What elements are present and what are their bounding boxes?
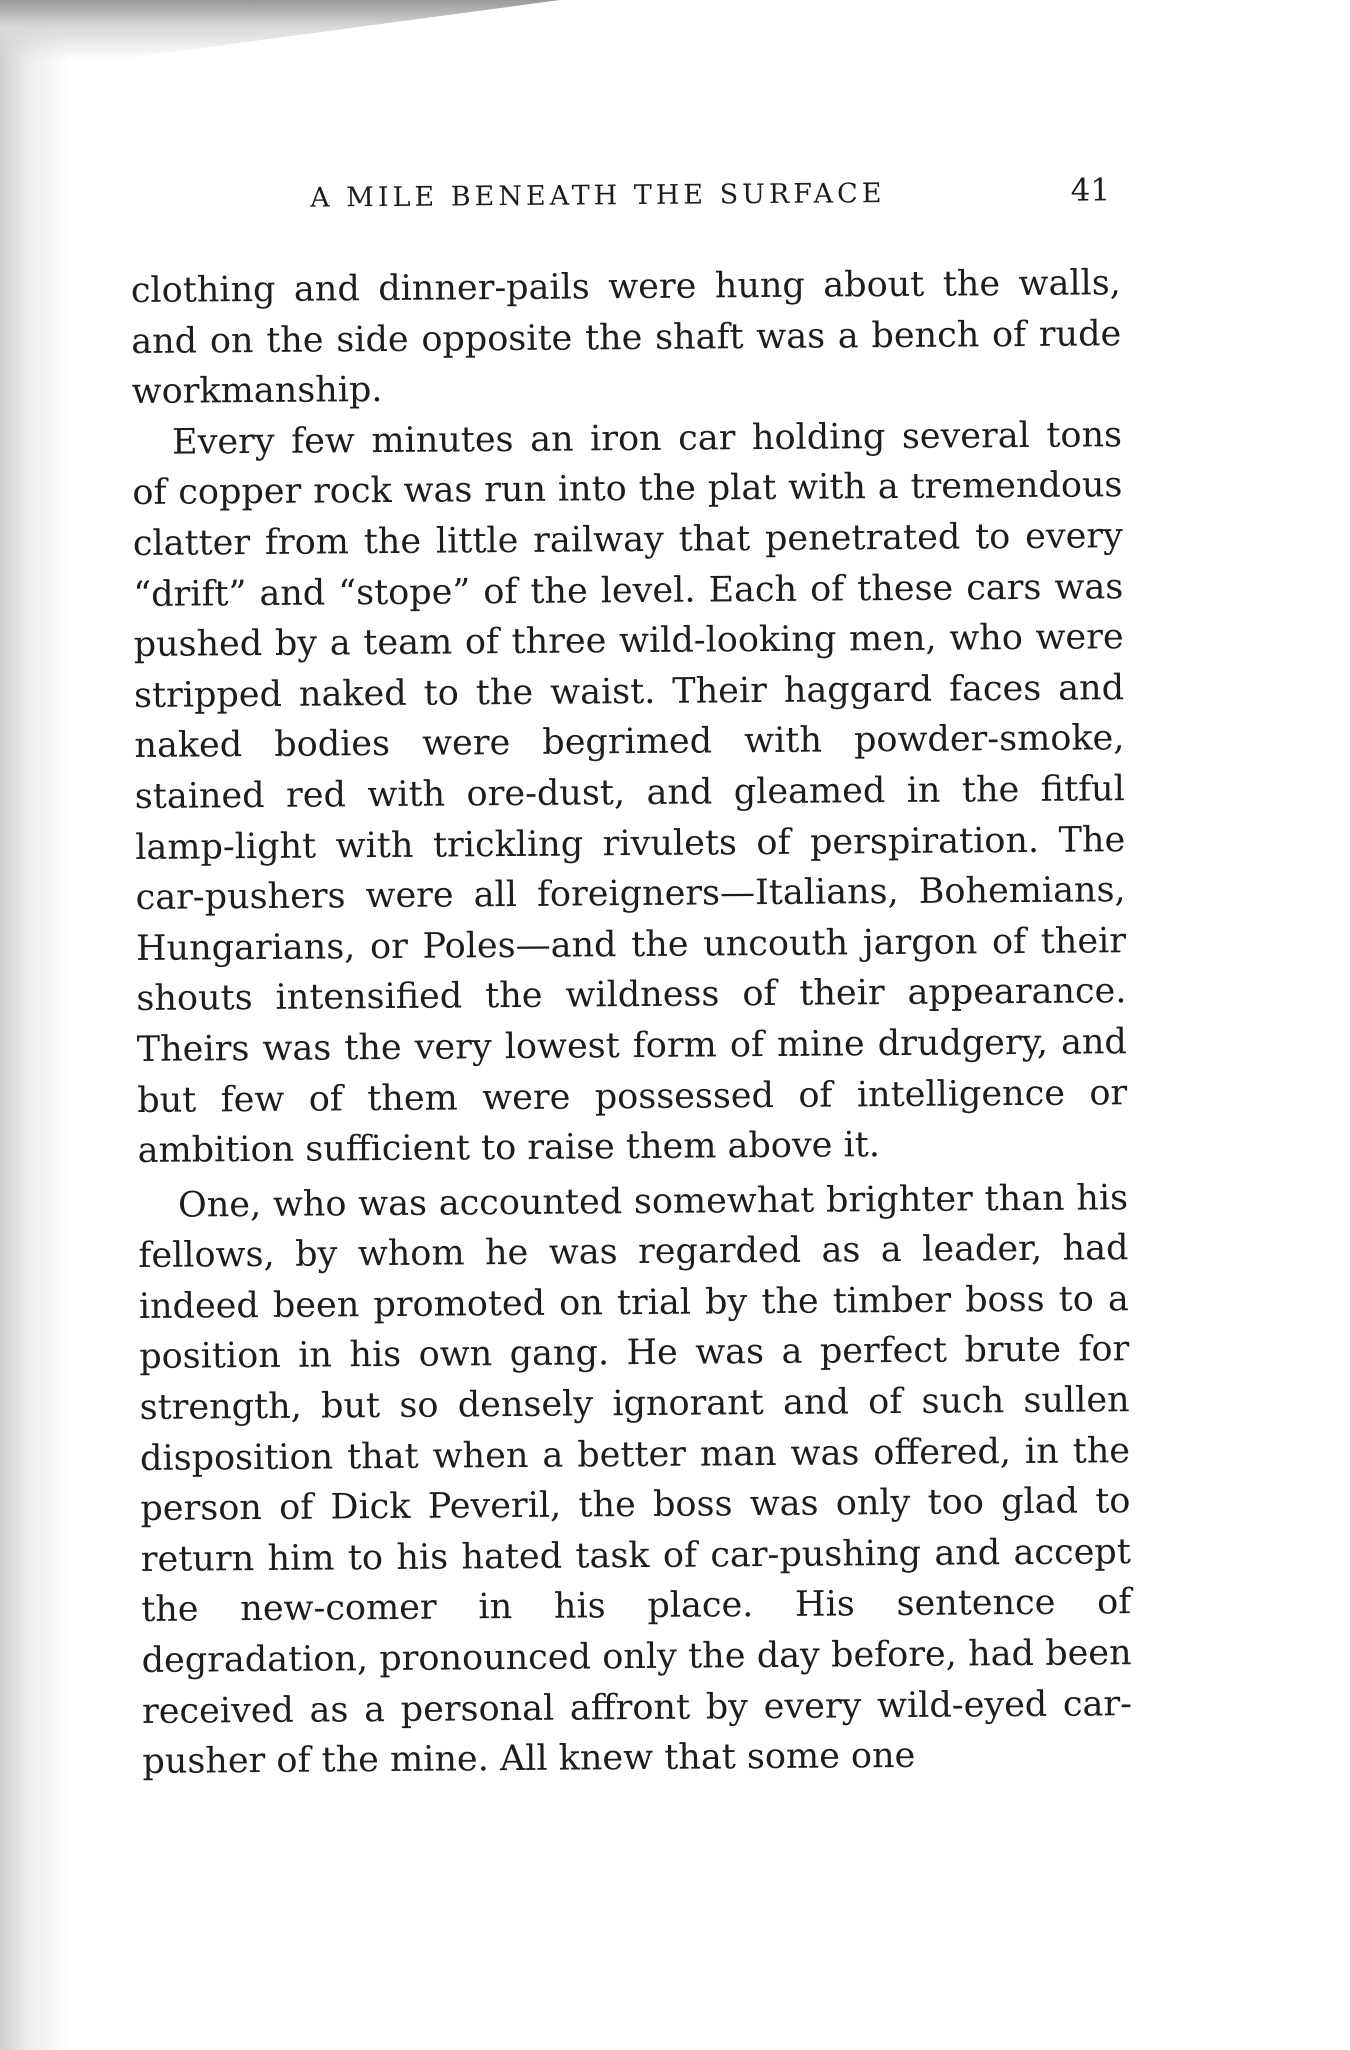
- paragraph-leader: One, who was accounted somewhat brighter than his fellows, by whom he was regarded as a leader, had indeed been promoted on trial by the timber boss to a position in his own gang. He was a perfect brute for strength, but so densely ignorant and of such sullen disposition that when a better man was offered, in the person of Dick Peveril, the boss was only too glad to return him to his hated task of car-pushing and accept the new-comer in his place. His sentence of degradation, pronounced only the day before, had been received as a personal affront by every wild-eyed car-pusher of the mine. All knew that some one: [138, 1177, 1133, 1783]
- page-number: 41: [1070, 172, 1111, 209]
- scan-edge-shadow: [0, 0, 70, 2050]
- scan-corner-shadow: [0, 0, 560, 60]
- paragraph-continued: clothing and dinner-pails were hung about the walls, and on the side opposite the shaft was a bench of rude workmanship.: [130, 263, 1122, 413]
- running-title: A MILE BENEATH THE SURFACE: [310, 178, 886, 214]
- running-header: [130, 172, 1120, 232]
- paragraph-car-pushers: Every few minutes an iron car holding several tons of copper rock was run into the plat with a tremendous clatter from the little railway that penetrated to every “drift” and “stope” of the level. Each of these cars was pushed by a team of three wild-looking men, who were stripped naked to the waist. Their haggard faces and naked bodies were begrimed with powder-smoke, stained red with ore-dust, and gleamed in the fitful lamp-light with trickling rivulets of perspiration. The car-pushers were all foreigners—Italians, Bohemians, Hungarians, or Poles—and the uncouth jargon of their shouts intensified the wildness of their appearance. Theirs was the very lowest form of mine drudgery, and but few of them were possessed of intelligence or ambition sufficient to raise them above it.: [132, 414, 1128, 1172]
- book-page: [130, 172, 1133, 1788]
